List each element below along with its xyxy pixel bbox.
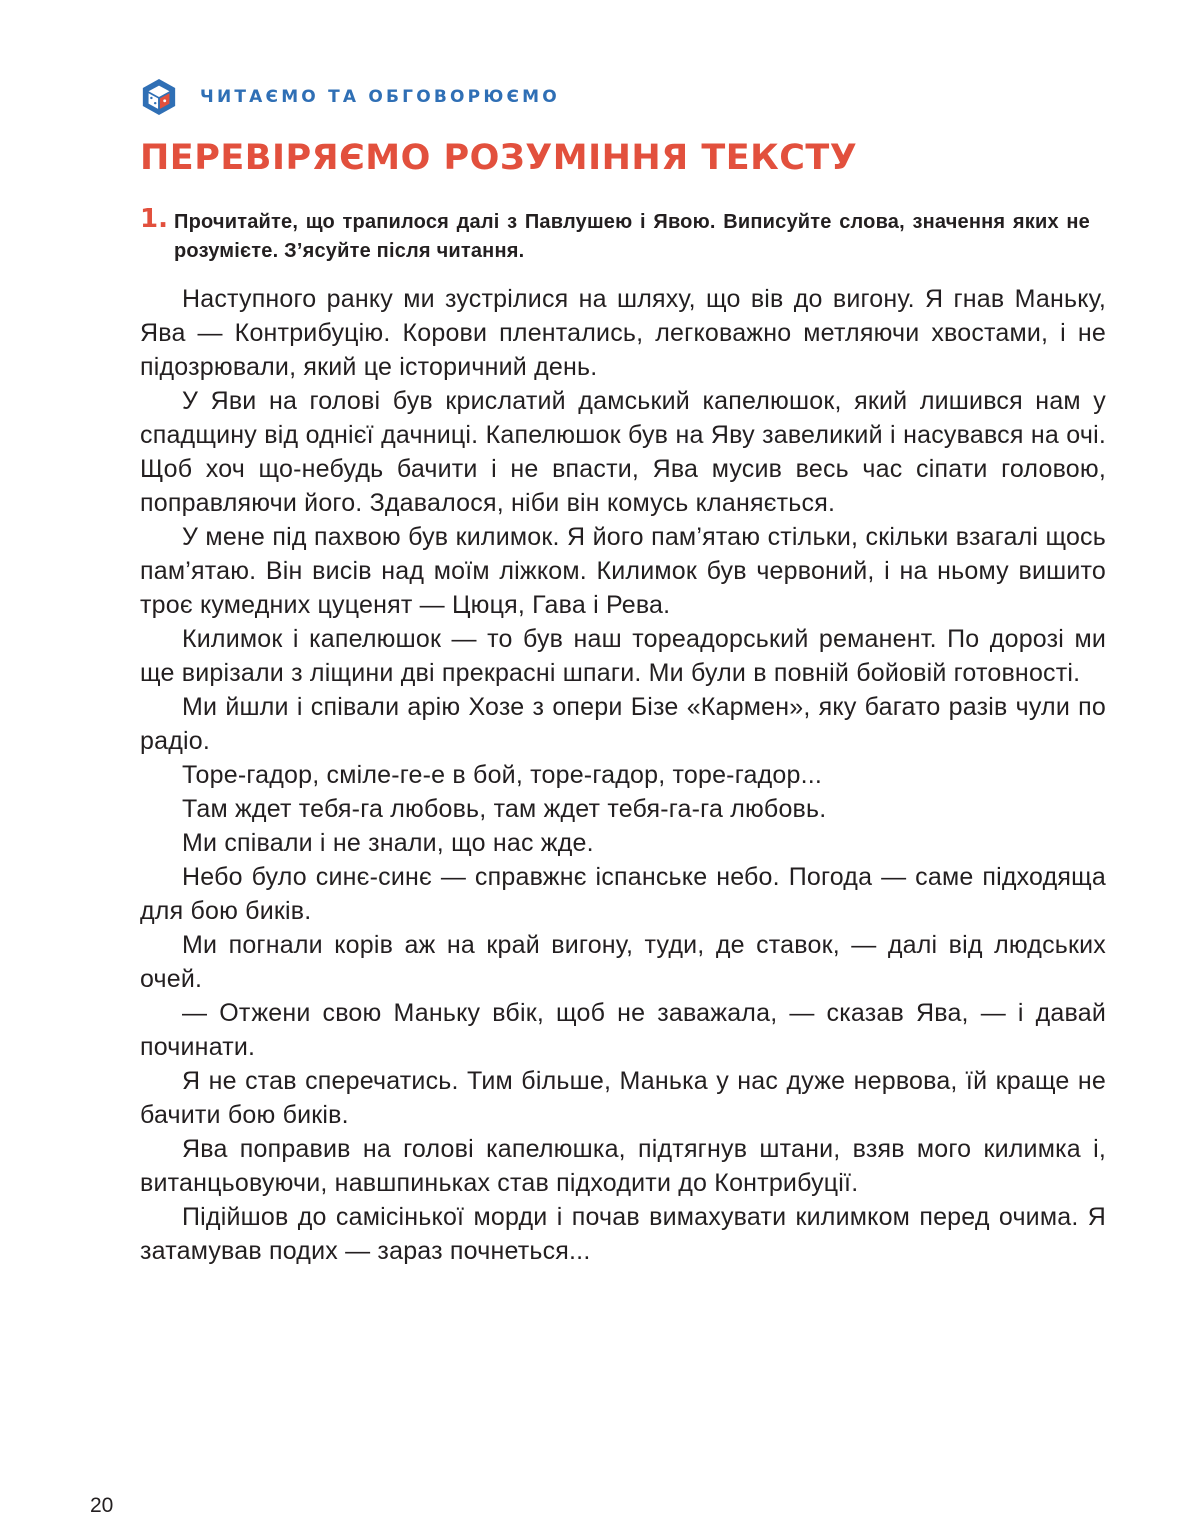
page-title: ПЕРЕВІРЯЄМО РОЗУМІННЯ ТЕКСТУ bbox=[140, 138, 858, 178]
paragraph: Наступного ранку ми зустрілися на шляху, що вів до вигону. Я гнав Маньку, Ява — Контрибуцію. Корови плентались, легковажно метляючи хвостами, і не підозрювали, який це історичний день. bbox=[140, 285, 1106, 381]
page-number: 20 bbox=[90, 1494, 114, 1517]
paragraph: Килимок і капелюшок — то був наш тореадорський реманент. По дорозі ми ще вирізали з ліщини дві прекрасні шпаги. Ми були в повній бойовій готовності. bbox=[140, 625, 1106, 687]
section-header bbox=[140, 78, 560, 116]
paragraph: Там ждет тебя-га любовь, там ждет тебя-га-га любовь. bbox=[182, 795, 827, 823]
paragraph: У мене під пахвою був килимок. Я його пам’ятаю стільки, скільки взагалі щось пам’ятаю. Він висів над моїм ліжком. Килимок був червоний, і на ньому вишито троє кумедних цуценят — Цюця, Гава і Рева. bbox=[140, 523, 1106, 619]
paragraph: У Яви на голові був крислатий дамський капелюшок, який лишився нам у спадщину від однієї дачниці. Капелюшок був на Яву завеликий і насувався на очі. Щоб хоч що-небудь бачити і не впасти, Ява мусив весь час сіпати головою, поправляючи його. Здавалося, ніби він комусь кланяється. bbox=[140, 387, 1106, 517]
paragraph: Я не став сперечатись. Тим більше, Манька у нас дуже нервова, їй краще не бачити бою биків. bbox=[140, 1067, 1106, 1129]
paragraph: Небо було синє-синє — справжнє іспанське небо. Погода — саме підходяща для бою биків. bbox=[140, 863, 1106, 925]
paragraph: — Отжени свою Маньку вбік, щоб не заважала, — сказав Ява, — і давай починати. bbox=[140, 999, 1106, 1061]
paragraph: Ява поправив на голові капелюшка, підтягнув штани, взяв мого килимка і, витанцьовуючи, навшпиньках став підходити до Контрибуції. bbox=[140, 1135, 1106, 1197]
paragraph: Ми погнали корів аж на край вигону, туди, де ставок, — далі від людських очей. bbox=[140, 931, 1106, 993]
task-instruction bbox=[140, 204, 1090, 266]
paragraph: Ми йшли і співали арію Хозе з опери Бізе «Кармен», яку багато разів чули по радіо. bbox=[140, 693, 1106, 755]
task-text: Прочитайте, що трапилося далі з Павлушею і Явою. Виписуйте слова, значення яких не розумієте. З’ясуйте після читання. bbox=[174, 211, 1090, 262]
cube-icon bbox=[140, 78, 178, 116]
section-label: ЧИТАЄМО ТА ОБГОВОРЮЄМО bbox=[200, 87, 560, 107]
paragraph: Підійшов до самісінької морди і почав вимахувати килимком перед очима. Я затамував подих — зараз почнеться... bbox=[140, 1203, 1106, 1265]
paragraph: Ми співали і не знали, що нас жде. bbox=[182, 829, 594, 857]
paragraph: Торе-гадор, сміле-ге-е в бой, торе-гадор, торе-гадор... bbox=[182, 761, 823, 789]
story-text bbox=[140, 282, 1106, 1268]
task-number: 1. bbox=[140, 204, 168, 234]
